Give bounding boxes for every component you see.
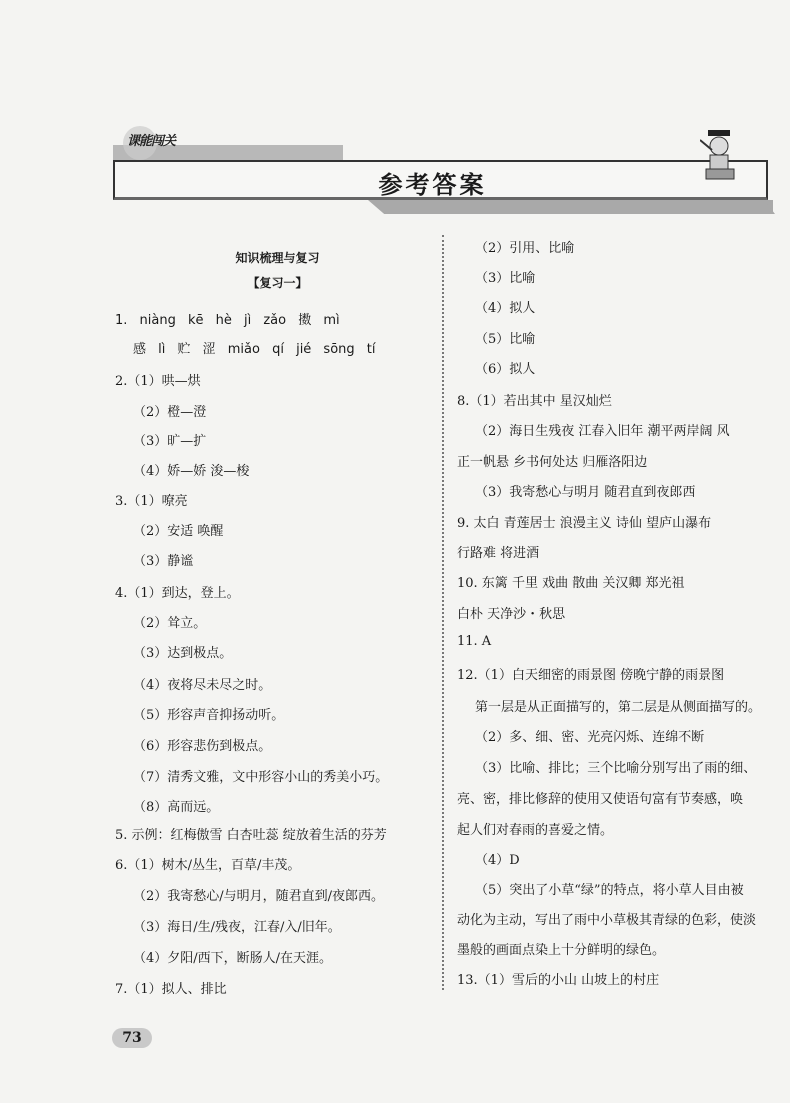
answer-line: 第一层是从正面描写的，第二层是从侧面描写的。 (475, 700, 762, 715)
section-title: 知识梳理与复习 (235, 251, 320, 265)
answer-line: （2）多、细、密、光亮闪烁、连绵不断 (475, 730, 705, 745)
answer-line: 12.（1）白天细密的雨景图 傍晚宁静的雨景图 (457, 668, 725, 683)
answer-line: （8）高而远。 (133, 800, 220, 815)
column-divider (442, 235, 444, 990)
section-subtitle: 【复习一】 (247, 276, 308, 290)
page-number: 73 (112, 1028, 152, 1048)
answer-line: （2）安适 唤醒 (133, 524, 224, 539)
answer-line: （5）形容声音抑扬动听。 (133, 708, 285, 723)
logo-text: 课能闯关 (127, 134, 176, 149)
answer-line: （3）旷—扩 (133, 434, 207, 449)
answer-line: 5. 示例：红梅傲雪 白杏吐蕊 绽放着生活的芬芳 (115, 828, 387, 843)
answer-line: 起人们对春雨的喜爱之情。 (457, 823, 614, 838)
answer-line: （2）引用、比喻 (475, 241, 575, 256)
answer-line: （3）比喻 (475, 271, 536, 286)
answer-line: 8.（1）若出其中 星汉灿烂 (457, 394, 612, 409)
mascot-icon (700, 128, 740, 183)
answer-line: （4）娇—娇 浚—梭 (133, 464, 250, 479)
answer-line: （3）比喻、排比；三个比喻分别写出了雨的细、 (475, 761, 757, 776)
answer-line: 墨般的画面点染上十分鲜明的绿色。 (457, 943, 666, 958)
answer-line: （4）夜将尽未尽之时。 (133, 678, 272, 693)
answer-line: （2）我寄愁心/与明月，随君直到/夜郎西。 (133, 889, 385, 904)
answer-line: （2）橙—澄 (133, 405, 207, 420)
answer-line: 9. 太白 青莲居士 浪漫主义 诗仙 望庐山瀑布 (457, 516, 712, 531)
answer-line: 2.（1）哄—烘 (115, 374, 201, 389)
answer-line: 6.（1）树木/丛生，百草/丰茂。 (115, 858, 301, 873)
answer-line: （6）形容悲伤到极点。 (133, 739, 272, 754)
answer-line: （6）拟人 (475, 362, 536, 377)
banner-shadow (368, 200, 773, 214)
answer-line: 7.（1）拟人、排比 (115, 982, 227, 997)
answer-line: （7）清秀文雅，文中形容小山的秀美小巧。 (133, 770, 389, 785)
answer-line: 4.（1）到达，登上。 (115, 586, 240, 601)
answer-line: 感 lì 贮 涩 miǎo qí jié sōng tí (133, 342, 376, 357)
answer-line: （2）耸立。 (133, 616, 207, 631)
answer-line: 1. niàng kē hè jì zǎo 擞 mì (115, 313, 340, 328)
page-title: 参考答案 (378, 170, 487, 199)
answer-line: （3）我寄愁心与明月 随君直到夜郎西 (475, 485, 696, 500)
answer-line: 13.（1）雪后的小山 山坡上的村庄 (457, 973, 660, 988)
answer-line: （5）比喻 (475, 332, 536, 347)
answer-line: 10. 东篱 千里 戏曲 散曲 关汉卿 郑光祖 (457, 576, 685, 591)
answer-line: （3）静谧 (133, 554, 194, 569)
answer-line: 3.（1）嘹亮 (115, 494, 188, 509)
answer-line: 11. A (457, 634, 492, 649)
answer-line: （4）拟人 (475, 301, 536, 316)
answer-line: 亮、密，排比修辞的使用又使语句富有节奏感，唤 (457, 792, 744, 807)
logo (127, 130, 189, 154)
answer-line: （4）D (475, 853, 520, 868)
answer-line: 行路难 将进酒 (457, 546, 540, 561)
answer-line: 白朴 天净沙・秋思 (457, 607, 566, 622)
answer-line: （3）达到极点。 (133, 646, 233, 661)
answer-line: 正一帆悬 乡书何处达 归雁洛阳边 (457, 455, 648, 470)
answer-line: 动化为主动，写出了雨中小草极其青绿的色彩，使淡 (457, 913, 757, 928)
answer-line: （5）突出了小草“绿”的特点，将小草人目由被 (475, 883, 744, 898)
answer-line: （4）夕阳/西下，断肠人/在天涯。 (133, 951, 333, 966)
answer-line: （2）海日生残夜 江春入旧年 潮平两岸阔 风 (475, 424, 730, 439)
answer-line: （3）海日/生/残夜，江春/入/旧年。 (133, 920, 341, 935)
